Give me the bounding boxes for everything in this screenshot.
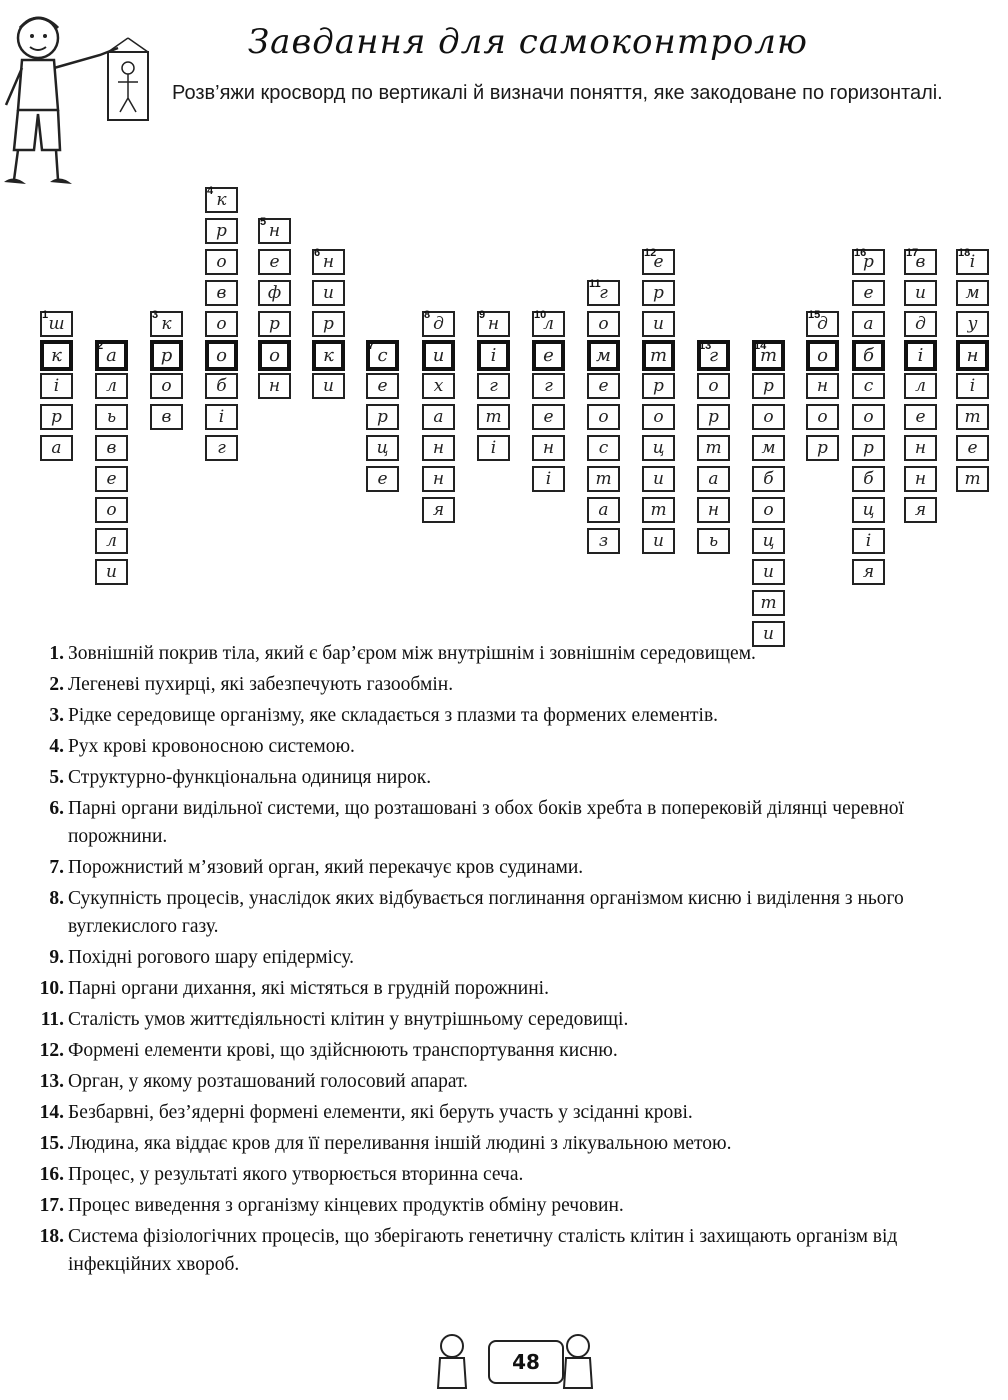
page-title: Завдання для самоконтролю [248, 22, 808, 62]
crossword-cell: ц [852, 497, 885, 523]
crossword-number: 15 [808, 309, 821, 321]
crossword-cell: н [258, 373, 291, 399]
crossword-cell: р [852, 435, 885, 461]
crossword-cell: о [587, 311, 620, 337]
crossword-key-cell: т [642, 340, 675, 371]
crossword-key-cell: і [477, 340, 510, 371]
crossword-cell: р [806, 435, 839, 461]
crossword-cell: б [752, 466, 785, 492]
crossword-cell: в [205, 280, 238, 306]
clue-item [22, 1223, 1002, 1279]
clue-text: Процес, у результаті якого утворюється вторинна сеча. [68, 1164, 524, 1185]
crossword-cell: т [587, 466, 620, 492]
crossword-cell: е [956, 435, 989, 461]
crossword-cell: р [697, 404, 730, 430]
clue-text: Легеневі пухирці, які забезпечують газообмін. [68, 674, 454, 695]
crossword-cell: р [642, 280, 675, 306]
crossword-number: 1 [42, 309, 49, 321]
crossword-cell: і [205, 404, 238, 430]
crossword-cell: н [806, 373, 839, 399]
crossword-cell: т [956, 466, 989, 492]
clue-item [22, 671, 1002, 699]
crossword-cell: к [205, 187, 238, 213]
clue-item [22, 944, 1002, 972]
crossword-cell: я [422, 497, 455, 523]
clue-text: Людина, яка віддає кров для її переливання іншій людині з лікувальною метою. [68, 1133, 732, 1154]
clue-number: 2. [49, 674, 64, 695]
crossword-grid [0, 0, 1008, 644]
crossword-cell: о [205, 311, 238, 337]
crossword-cell: р [366, 404, 399, 430]
clue-text: Структурно-функціональна одиниця нирок. [68, 767, 432, 788]
crossword-cell: ь [95, 404, 128, 430]
clue-number: 16. [39, 1164, 64, 1185]
clue-text: Зовнішній покрив тіла, який є бар’єром між внутрішнім і зовнішнім середовищем. [68, 643, 756, 664]
crossword-cell: ф [258, 280, 291, 306]
crossword-number: 13 [699, 340, 712, 352]
crossword-key-cell: б [852, 340, 885, 371]
clue-item [22, 1006, 1002, 1034]
crossword-cell: о [697, 373, 730, 399]
crossword-cell: в [150, 404, 183, 430]
crossword-number: 6 [314, 247, 321, 259]
crossword-cell: д [422, 311, 455, 337]
crossword-cell: г [205, 435, 238, 461]
crossword-cell: е [95, 466, 128, 492]
crossword-cell: т [642, 497, 675, 523]
crossword-cell: и [642, 528, 675, 554]
crossword-cell: т [752, 590, 785, 616]
crossword-cell: і [852, 528, 885, 554]
crossword-cell: и [95, 559, 128, 585]
crossword-number: 3 [152, 309, 159, 321]
crossword-number: 4 [207, 185, 214, 197]
crossword-cell: а [40, 435, 73, 461]
crossword-cell: е [852, 280, 885, 306]
crossword-cell: м [752, 435, 785, 461]
crossword-number: 10 [534, 309, 547, 321]
crossword-cell: е [258, 249, 291, 275]
clue-number: 6. [49, 798, 64, 819]
crossword-cell: р [258, 311, 291, 337]
clue-text: Процес виведення з організму кінцевих продуктів обміну речовин. [68, 1195, 624, 1216]
clue-item [22, 733, 1002, 761]
clue-item [22, 885, 1002, 941]
crossword-cell: а [422, 404, 455, 430]
page-number: 48 [488, 1340, 564, 1384]
crossword-cell: г [587, 280, 620, 306]
clue-text: Сукупність процесів, унаслідок яких відбувається поглинання організмом кисню і виділення з нього вуглекислого газу. [68, 888, 904, 937]
crossword-cell: р [40, 404, 73, 430]
crossword-cell: е [532, 404, 565, 430]
crossword-key-cell: а [95, 340, 128, 371]
crossword-cell: ц [642, 435, 675, 461]
crossword-number: 11 [589, 278, 601, 290]
crossword-cell: и [904, 280, 937, 306]
crossword-key-cell: і [904, 340, 937, 371]
crossword-cell: я [904, 497, 937, 523]
crossword-cell: р [205, 218, 238, 244]
clue-number: 14. [39, 1102, 64, 1123]
crossword-cell: у [956, 311, 989, 337]
crossword-cell: н [312, 249, 345, 275]
crossword-cell: а [852, 311, 885, 337]
crossword-number: 16 [854, 247, 867, 259]
crossword-cell: н [422, 435, 455, 461]
crossword-cell: л [532, 311, 565, 337]
crossword-cell: ц [752, 528, 785, 554]
clue-number: 11. [40, 1009, 64, 1030]
crossword-cell: і [477, 435, 510, 461]
crossword-cell: е [642, 249, 675, 275]
clue-text: Сталість умов життєдіяльності клітин у внутрішньому середовищі. [68, 1009, 629, 1030]
crossword-cell: я [852, 559, 885, 585]
crossword-key-cell: с [366, 340, 399, 371]
clue-item [22, 702, 1002, 730]
crossword-cell: о [642, 404, 675, 430]
crossword-cell: д [904, 311, 937, 337]
crossword-cell: е [366, 373, 399, 399]
crossword-cell: і [40, 373, 73, 399]
crossword-cell: и [312, 373, 345, 399]
crossword-cell: н [532, 435, 565, 461]
crossword-cell: л [95, 373, 128, 399]
crossword-cell: о [752, 497, 785, 523]
crossword-cell: и [642, 466, 675, 492]
clue-list [22, 640, 1002, 1282]
clue-text: Орган, у якому розташований голосовий апарат. [68, 1071, 468, 1092]
crossword-cell: і [532, 466, 565, 492]
crossword-cell: б [205, 373, 238, 399]
crossword-cell: н [697, 497, 730, 523]
clue-number: 18. [39, 1226, 64, 1247]
clue-item [22, 1068, 1002, 1096]
crossword-cell: а [697, 466, 730, 492]
crossword-cell: н [904, 435, 937, 461]
crossword-cell: о [806, 404, 839, 430]
crossword-number: 7 [368, 340, 375, 352]
crossword-cell: л [95, 528, 128, 554]
clue-number: 12. [39, 1040, 64, 1061]
clue-number: 8. [49, 888, 64, 909]
crossword-cell: х [422, 373, 455, 399]
crossword-cell: л [904, 373, 937, 399]
crossword-number: 18 [958, 247, 971, 259]
clue-number: 3. [49, 705, 64, 726]
crossword-cell: е [366, 466, 399, 492]
crossword-cell: и [752, 559, 785, 585]
clue-text: Порожнистий м’язовий орган, який перекачує кров судинами. [68, 857, 584, 878]
clue-number: 5. [49, 767, 64, 788]
clue-text: Система фізіологічних процесів, що зберігають генетичну сталість клітин і захищають організм від інфекційних хвороб. [68, 1226, 898, 1275]
clue-item [22, 764, 1002, 792]
clue-text: Безбарвні, без’ядерні формені елементи, які беруть участь у зсіданні крові. [68, 1102, 693, 1123]
crossword-key-cell: о [205, 340, 238, 371]
crossword-cell: і [956, 249, 989, 275]
clue-text: Рух крові кровоносною системою. [68, 736, 355, 757]
crossword-cell: р [642, 373, 675, 399]
crossword-cell: і [956, 373, 989, 399]
crossword-cell: н [258, 218, 291, 244]
crossword-key-cell: о [258, 340, 291, 371]
crossword-cell: и [752, 621, 785, 647]
crossword-cell: б [852, 466, 885, 492]
crossword-cell: о [587, 404, 620, 430]
crossword-number: 2 [97, 340, 104, 352]
crossword-cell: е [587, 373, 620, 399]
clue-item [22, 1161, 1002, 1189]
clue-item [22, 854, 1002, 882]
crossword-key-cell: к [312, 340, 345, 371]
clue-number: 10. [39, 978, 64, 999]
clue-item [22, 1099, 1002, 1127]
crossword-key-cell: т [752, 340, 785, 371]
crossword-key-cell: г [697, 340, 730, 371]
clue-text: Похідні рогового шару епідермісу. [68, 947, 355, 968]
crossword-number: 5 [260, 216, 267, 228]
crossword-cell: т [956, 404, 989, 430]
crossword-cell: т [697, 435, 730, 461]
clue-text: Формені елементи крові, що здійснюють транспортування кисню. [68, 1040, 618, 1061]
crossword-key-cell: к [40, 340, 73, 371]
crossword-number: 9 [479, 309, 486, 321]
clue-number: 17. [39, 1195, 64, 1216]
crossword-cell: о [150, 373, 183, 399]
clue-item [22, 975, 1002, 1003]
crossword-number: 14 [754, 340, 767, 352]
crossword-cell: и [642, 311, 675, 337]
instruction-text: Розв’яжи кросворд по вертикалі й визначи поняття, яке закодоване по горизонталі. [172, 82, 943, 104]
clue-item [22, 1192, 1002, 1220]
crossword-cell: с [587, 435, 620, 461]
crossword-cell: к [150, 311, 183, 337]
crossword-cell: о [205, 249, 238, 275]
crossword-cell: р [312, 311, 345, 337]
crossword-cell: с [852, 373, 885, 399]
crossword-cell: д [806, 311, 839, 337]
crossword-cell: р [752, 373, 785, 399]
clue-number: 1. [49, 643, 64, 664]
crossword-cell: о [95, 497, 128, 523]
crossword-cell: е [904, 404, 937, 430]
crossword-cell: о [752, 404, 785, 430]
clue-item [22, 1037, 1002, 1065]
crossword-key-cell: и [422, 340, 455, 371]
clue-text: Парні органи видільної системи, що розташовані з обох боків хребта в поперековій ділянці черевної порожнини. [68, 798, 904, 847]
clue-number: 15. [39, 1133, 64, 1154]
crossword-cell: н [477, 311, 510, 337]
clue-item [22, 795, 1002, 851]
crossword-key-cell: о [806, 340, 839, 371]
crossword-number: 8 [424, 309, 431, 321]
crossword-key-cell: н [956, 340, 989, 371]
crossword-cell: ц [366, 435, 399, 461]
crossword-key-cell: м [587, 340, 620, 371]
clue-item [22, 1130, 1002, 1158]
crossword-cell: г [477, 373, 510, 399]
crossword-number: 12 [644, 247, 657, 259]
crossword-number: 17 [906, 247, 919, 259]
crossword-cell: ь [697, 528, 730, 554]
crossword-cell: в [904, 249, 937, 275]
crossword-cell: м [956, 280, 989, 306]
crossword-cell: о [852, 404, 885, 430]
crossword-cell: ш [40, 311, 73, 337]
clue-text: Парні органи дихання, які містяться в грудній порожнині. [68, 978, 549, 999]
crossword-cell: г [532, 373, 565, 399]
crossword-cell: т [477, 404, 510, 430]
crossword-cell: и [312, 280, 345, 306]
crossword-key-cell: е [532, 340, 565, 371]
clue-number: 13. [39, 1071, 64, 1092]
crossword-key-cell: р [150, 340, 183, 371]
clue-text: Рідке середовище організму, яке складається з плазми та формених елементів. [68, 705, 719, 726]
clue-item [22, 640, 1002, 668]
crossword-cell: а [587, 497, 620, 523]
clue-number: 7. [49, 857, 64, 878]
clue-number: 4. [49, 736, 64, 757]
crossword-cell: в [95, 435, 128, 461]
crossword-cell: з [587, 528, 620, 554]
crossword-cell: н [904, 466, 937, 492]
crossword-cell: р [852, 249, 885, 275]
clue-number: 9. [49, 947, 64, 968]
crossword-cell: н [422, 466, 455, 492]
